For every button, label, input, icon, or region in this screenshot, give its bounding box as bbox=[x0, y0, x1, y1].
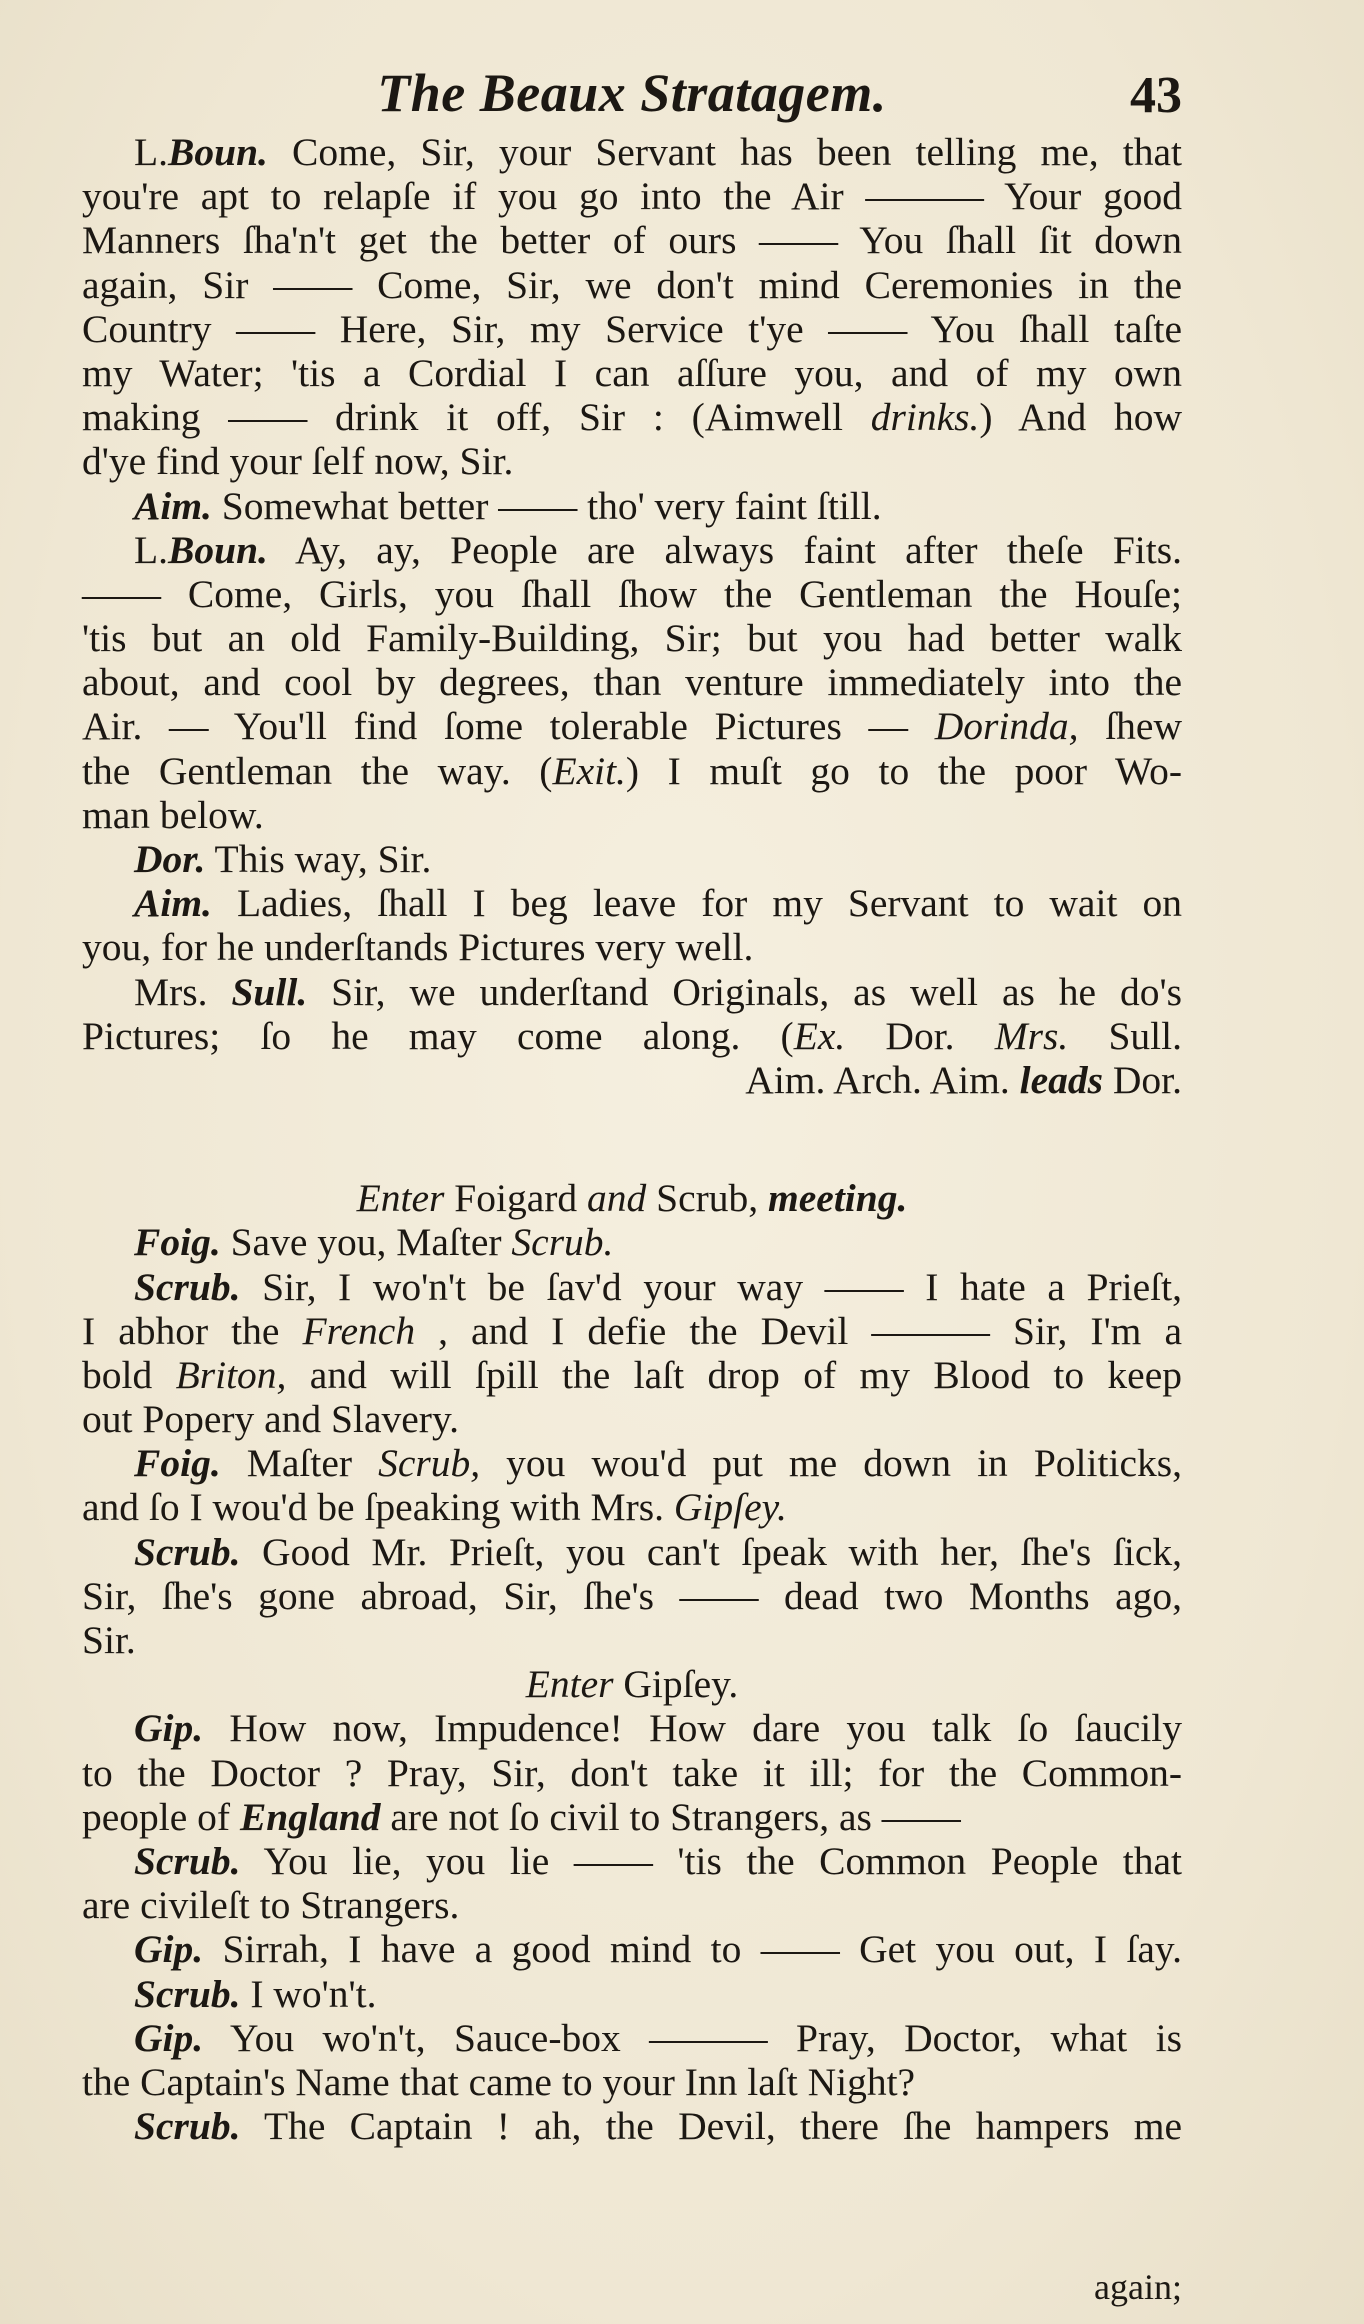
text-segment: You lie, you lie —— 'tis the Common People that bbox=[240, 1838, 1182, 1883]
text-segment: Dorinda, bbox=[934, 704, 1079, 749]
text-segment: the Captain's Name that came to your Inn laſt Night? bbox=[82, 2059, 916, 2104]
text-line bbox=[82, 351, 1182, 395]
text-line bbox=[82, 1883, 1182, 1927]
text-segment: ſhew bbox=[1078, 704, 1182, 749]
text-line bbox=[82, 2060, 1182, 2104]
speaker-name: Boun. bbox=[168, 527, 268, 572]
text-segment: Scrub, bbox=[378, 1441, 481, 1486]
text-line bbox=[82, 1662, 1182, 1706]
text-line bbox=[82, 881, 1182, 925]
speaker-name: Sull. bbox=[231, 969, 308, 1014]
text-line bbox=[82, 528, 1182, 572]
speaker-name: Aim. bbox=[134, 483, 212, 528]
text-segment: Mrs. bbox=[134, 969, 232, 1014]
text-segment: Exit. bbox=[552, 748, 626, 793]
text-segment: Ex. bbox=[793, 1013, 846, 1058]
text-segment: Sirrah, I have a good mind to —— Get you out, I ſay. bbox=[203, 1927, 1182, 1972]
text-line bbox=[82, 439, 1182, 483]
text-segment: out Popery and Slavery. bbox=[82, 1397, 460, 1442]
text-segment: Maſter bbox=[220, 1441, 379, 1486]
text-line bbox=[82, 1441, 1182, 1485]
text-segment: Dor. bbox=[845, 1013, 995, 1058]
text-line bbox=[82, 660, 1182, 704]
text-segment: Somewhat better —— tho' very faint ſtill. bbox=[211, 483, 882, 528]
text-segment: Sull. bbox=[1068, 1013, 1182, 1058]
text-segment: making —— drink it off, Sir : (Aimwell bbox=[82, 395, 871, 440]
text-segment: again, Sir —— Come, Sir, we don't mind Ceremonies in the bbox=[82, 262, 1182, 307]
text-segment: are civileſt to Strangers. bbox=[82, 1883, 460, 1928]
text-segment: I abhor the bbox=[82, 1308, 303, 1353]
text-line bbox=[82, 1706, 1182, 1750]
text-line bbox=[82, 1618, 1182, 1662]
text-line bbox=[82, 837, 1182, 881]
catchword: again; bbox=[1094, 2267, 1182, 2307]
text-line bbox=[82, 1839, 1182, 1883]
text-segment: This way, Sir. bbox=[205, 837, 432, 881]
text-line bbox=[82, 1972, 1182, 2016]
speaker-name: Dor. bbox=[134, 837, 206, 881]
text-segment: Good Mr. Prieſt, you can't ſpeak with her, ſhe's ſick, bbox=[240, 1529, 1182, 1574]
text-segment: people of bbox=[82, 1794, 240, 1839]
text-segment: The Captain ! ah, the Devil, there ſhe hampers me bbox=[240, 2104, 1182, 2149]
text-line bbox=[82, 2104, 1182, 2148]
text-segment: bold bbox=[82, 1352, 176, 1397]
text-line bbox=[82, 1530, 1182, 1574]
text-segment: Foigard bbox=[444, 1176, 588, 1221]
speaker-name: Boun. bbox=[168, 130, 268, 174]
text-segment: you, for he underſtands Pictures very well. bbox=[82, 925, 754, 970]
speaker-name: Scrub. bbox=[134, 1971, 241, 2016]
text-line bbox=[82, 1220, 1182, 1264]
speaker-name: leads bbox=[1019, 1057, 1103, 1102]
speaker-name: Foig. bbox=[134, 1441, 221, 1486]
text-segment: d'ye find your ſelf now, Sir. bbox=[82, 439, 514, 484]
text-line bbox=[82, 1751, 1182, 1795]
text-segment: are not ſo civil to Strangers, as —— bbox=[380, 1794, 961, 1839]
text-line bbox=[82, 218, 1182, 262]
speaker-name: Scrub. bbox=[134, 1264, 241, 1309]
text-segment: Aim. Arch. Aim. bbox=[745, 1057, 1020, 1102]
speaker-name: Scrub. bbox=[134, 1529, 241, 1574]
text-segment: Briton, bbox=[175, 1352, 287, 1397]
text-segment: French bbox=[302, 1308, 416, 1353]
text-line bbox=[82, 749, 1182, 793]
text-segment: ) I muſt go to the poor Wo- bbox=[625, 748, 1182, 793]
text-line bbox=[82, 1397, 1182, 1441]
text-line bbox=[82, 1014, 1182, 1058]
text-segment: the Gentleman the way. ( bbox=[82, 748, 553, 793]
speaker-name: England bbox=[239, 1794, 381, 1839]
text-segment: ) And how bbox=[979, 395, 1183, 440]
speaker-name: Gip. bbox=[134, 1927, 204, 1972]
text-segment: I wo'n't. bbox=[240, 1971, 377, 2016]
text-segment: Ay, ay, People are always faint after theſe Fits. bbox=[267, 527, 1182, 572]
text-line bbox=[82, 1795, 1182, 1839]
text-segment: Scrub. bbox=[511, 1220, 614, 1265]
section-gap bbox=[82, 1102, 1182, 1176]
page-number: 43 bbox=[1130, 67, 1182, 124]
speaker-name: Aim. bbox=[134, 881, 212, 926]
text-line bbox=[82, 970, 1182, 1014]
text-line bbox=[82, 307, 1182, 351]
text-segment: Enter bbox=[525, 1662, 614, 1707]
speaker-name: Scrub. bbox=[134, 2104, 241, 2149]
text-segment: and will ſpill the laſt drop of my Blood to keep bbox=[286, 1352, 1182, 1397]
text-line bbox=[82, 484, 1182, 528]
text-segment: Sir, I wo'n't be ſav'd your way —— I hate a Prieſt, bbox=[240, 1264, 1182, 1309]
text-line bbox=[82, 572, 1182, 616]
speaker-name: Gip. bbox=[134, 2015, 204, 2060]
text-segment: Enter bbox=[356, 1176, 445, 1221]
text-segment: about, and cool by degrees, than venture immediately into the bbox=[82, 660, 1182, 705]
text-line bbox=[82, 263, 1182, 307]
text-line bbox=[82, 130, 1182, 174]
text-segment: How now, Impudence! How dare you talk ſo ſaucily bbox=[203, 1706, 1182, 1751]
speaker-name: Foig. bbox=[134, 1220, 221, 1265]
text-segment: Manners ſha'n't get the better of ours —— You ſhall ſit down bbox=[82, 218, 1182, 263]
text-segment: Save you, Maſter bbox=[220, 1220, 512, 1265]
text-segment: you wou'd put me down in Politicks, bbox=[480, 1441, 1182, 1486]
running-title: The Beaux Stratagem. bbox=[377, 63, 887, 123]
text-line bbox=[82, 1176, 1182, 1220]
text-segment: Sir. bbox=[82, 1618, 136, 1662]
text-segment: Air. — You'll find ſome tolerable Pictures — bbox=[82, 704, 935, 749]
speaker-name: Gip. bbox=[134, 1706, 204, 1751]
text-segment: 'tis but an old Family-Building, Sir; but you had better walk bbox=[82, 616, 1182, 661]
speaker-name: meeting. bbox=[768, 1176, 908, 1221]
text-segment: Mrs. bbox=[994, 1013, 1069, 1058]
text-line bbox=[82, 1927, 1182, 1971]
text-line bbox=[82, 2016, 1182, 2060]
text-segment: Sir, we underſtand Originals, as well as he do's bbox=[307, 969, 1182, 1014]
speaker-name: Scrub. bbox=[134, 1838, 241, 1883]
text-line bbox=[82, 1353, 1182, 1397]
text-segment: man below. bbox=[82, 792, 264, 837]
text-segment: L. bbox=[134, 527, 169, 572]
text-line bbox=[82, 925, 1182, 969]
text-line bbox=[82, 1485, 1182, 1529]
text-segment: Come, Sir, your Servant has been telling me, that bbox=[267, 130, 1182, 174]
text-line bbox=[82, 616, 1182, 660]
text-segment: my Water; 'tis a Cordial I can aſſure you, and of my own bbox=[82, 350, 1182, 395]
text-segment: Gipſey. bbox=[613, 1662, 739, 1707]
text-segment: to the Doctor ? Pray, Sir, don't take it ill; for the Common- bbox=[82, 1750, 1182, 1795]
text-line bbox=[82, 395, 1182, 439]
text-line bbox=[82, 1058, 1182, 1102]
text-segment: you're apt to relapſe if you go into the Air ——— Your good bbox=[82, 174, 1182, 219]
text-line bbox=[82, 1309, 1182, 1353]
text-segment: and bbox=[587, 1176, 647, 1221]
page-header bbox=[82, 62, 1182, 134]
text-segment: Gipſey. bbox=[673, 1485, 787, 1530]
text-segment: Ladies, ſhall I beg leave for my Servant to wait on bbox=[211, 881, 1182, 926]
play-text bbox=[82, 130, 1182, 2148]
text-line bbox=[82, 174, 1182, 218]
text-segment: Sir, ſhe's gone abroad, Sir, ſhe's —— dead two Months ago, bbox=[82, 1573, 1182, 1618]
text-segment: Country —— Here, Sir, my Service t'ye —— You ſhall taſte bbox=[82, 306, 1182, 351]
text-segment: L. bbox=[134, 130, 169, 174]
text-line bbox=[82, 793, 1182, 837]
text-segment: , and I defie the Devil ——— Sir, I'm a bbox=[415, 1308, 1182, 1353]
text-line bbox=[82, 1265, 1182, 1309]
text-segment: —— Come, Girls, you ſhall ſhow the Gentleman the Houſe; bbox=[82, 571, 1182, 616]
text-segment: Pictures; ſo he may come along. ( bbox=[82, 1013, 794, 1058]
text-line bbox=[82, 704, 1182, 748]
text-segment: Dor. bbox=[1103, 1057, 1182, 1102]
text-segment: You wo'n't, Sauce-box ——— Pray, Doctor, what is bbox=[203, 2015, 1182, 2060]
text-line bbox=[82, 1574, 1182, 1618]
text-segment: and ſo I wou'd be ſpeaking with Mrs. bbox=[82, 1485, 674, 1530]
text-segment: Scrub, bbox=[646, 1176, 769, 1221]
text-segment: drinks. bbox=[870, 395, 980, 440]
